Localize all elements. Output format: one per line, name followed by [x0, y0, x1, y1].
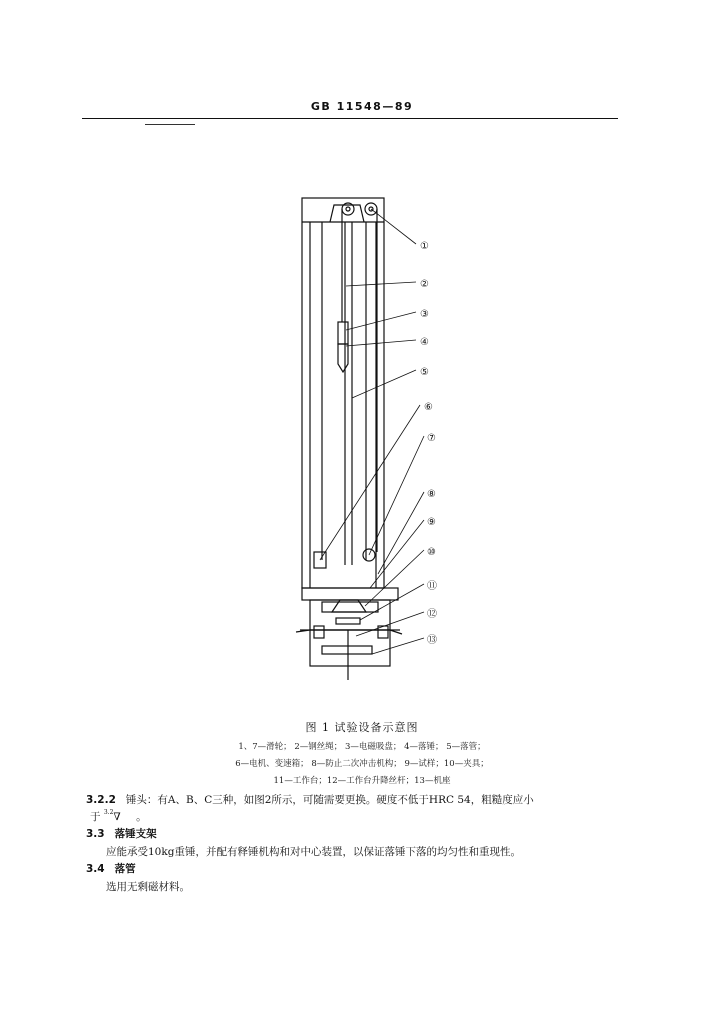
callout-11: ⑪	[427, 581, 437, 592]
work-table	[322, 602, 378, 612]
section-title: 落管	[114, 863, 136, 875]
section-number: 3.2.2	[86, 794, 116, 806]
roughness-symbol: ∇	[113, 811, 121, 823]
callout-1: ①	[420, 241, 429, 252]
section-3-3-text: 应能承受10kg重锤，并配有释锤机构和对中心装置，以保证落锤下落的均匀性和重现性。	[106, 846, 521, 858]
figure-legend-line-1: 1、7—滑轮； 2—钢丝绳； 3—电磁吸盘； 4—落锤； 5—落管；	[238, 742, 486, 752]
callout-2: ②	[420, 279, 429, 290]
callout-10: ⑩	[427, 547, 436, 558]
section-number: 3.4	[86, 863, 105, 875]
callout-5: ⑤	[420, 367, 429, 378]
specimen	[336, 618, 360, 624]
section-3-4	[86, 861, 136, 876]
callout-12: ⑫	[427, 609, 437, 620]
roughness-value: 3.2	[103, 809, 114, 816]
frame-outer	[302, 198, 384, 588]
section-number: 3.3	[86, 828, 105, 840]
callout-9: ⑨	[427, 517, 436, 528]
section-title: 落锤支架	[114, 828, 157, 840]
figure-legend-line-2: 6—电机、变速箱； 8—防止二次冲击机构； 9—试样；10—夹具；	[235, 759, 489, 769]
section-3-2-2-cont	[90, 809, 147, 824]
page-header: GB 11548—89	[310, 100, 414, 113]
electromagnet	[338, 322, 348, 344]
section-text-cont: 于	[90, 811, 101, 823]
figure-legend-line-3: 11—工作台；12—工作台升降丝杆；13—机座	[273, 776, 451, 786]
section-text-end: 。	[136, 811, 147, 823]
base	[322, 646, 372, 654]
callout-3: ③	[420, 309, 429, 320]
callout-7: ⑦	[427, 433, 436, 444]
figure-caption: 图 1 试验设备示意图	[305, 721, 419, 734]
drop-hammer	[338, 344, 348, 372]
section-text: 锤头：有A、B、C三种，如图2所示，可随需要更换。硬度不低于HRC 54，粗糙度应小	[125, 794, 534, 806]
callout-4: ④	[420, 337, 429, 348]
section-3-2-2	[86, 792, 534, 807]
section-3-3	[86, 826, 157, 841]
callout-6: ⑥	[424, 402, 433, 413]
callout-13: ⑬	[427, 635, 437, 646]
callout-8: ⑧	[427, 489, 436, 500]
section-3-4-text: 选用无剩磁材料。	[106, 881, 190, 893]
